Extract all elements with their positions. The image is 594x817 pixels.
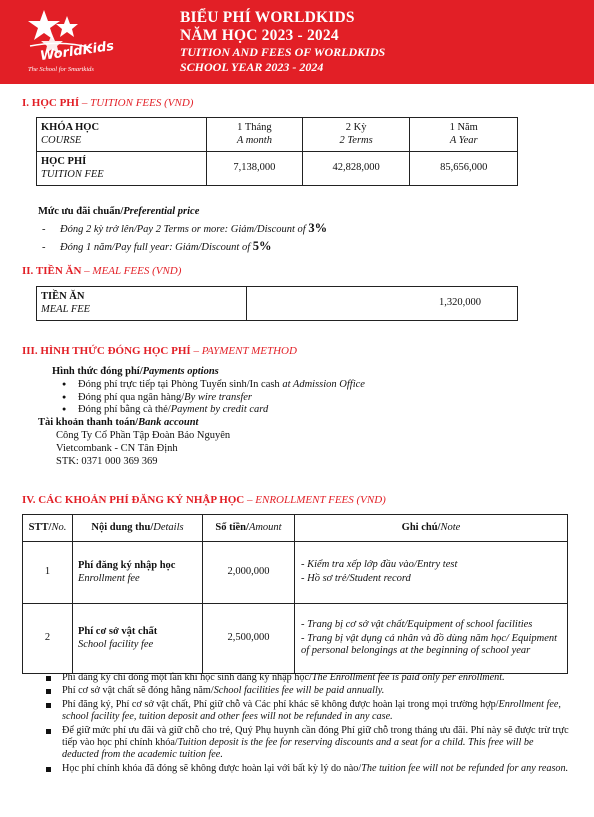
title-vi-line2: NĂM HỌC 2023 - 2024 [180,27,339,44]
discount-value: 5% [252,238,272,253]
header-vi: Số tiền/ [215,521,249,533]
dash-bullet: - [42,223,46,235]
bank-account-vi: Tài khoản thanh toán/ [38,417,139,429]
option-text-vi: Đóng phí qua ngân hàng/ [78,391,185,403]
note-en: Enrollment fee, school facility fee, tuition deposit and other fees will not be refunded in any case. [62,698,561,723]
header-en: Amount [248,521,282,533]
row-details [73,542,203,604]
payment-options-list [62,379,365,417]
fee-month-value: 7,138,000 [207,152,303,186]
enrollment-table [22,514,568,674]
bank-account-title [38,417,365,430]
logo-tagline: The School for Smartkids [28,66,94,73]
bank-account-en: Bank account [138,417,199,429]
preferential-title [38,206,327,219]
meal-fee-value: 1,320,000 [247,287,518,321]
note-line: - Hồ sơ trẻ/Student record [301,573,411,584]
option-text-en: By wire transfer [184,391,253,403]
list-item [62,404,365,417]
option-text-en: Payment by credit card [170,404,269,416]
meal-label-vi: TIỀN ĂN [41,290,85,302]
list-item [62,379,365,392]
list-item [46,685,572,697]
meal-table [36,286,518,321]
row-amount: 2,500,000 [203,604,295,674]
note-vi: Học phí chính khóa đã đóng sẽ không được hoàn lại với bất kỳ lý do nào/ [62,762,362,774]
header-vi: STT/ [28,521,52,533]
row-note [295,604,568,674]
column-label-en: 2 Terms [339,134,373,146]
meal-label-en: MEAL FEE [41,303,91,315]
note-vi: Phí đăng ký, Phí cơ sở vật chất, Phí giữ chỗ và Các phí khác sẽ không được hoàn lại trong mọi trường hợp/ [62,698,499,710]
payment-options-title [52,366,365,379]
header-en: Note [440,521,461,533]
detail-vi: Phí đăng ký nhập học [78,559,176,571]
detail-vi: Phí cơ sở vật chất [78,625,158,637]
note-line: - Kiểm tra xếp lớp đầu vào/Entry test [301,559,458,571]
section-payment-heading [22,345,297,358]
section-heading-vi: III. HÌNH THỨC ĐÓNG HỌC PHÍ [22,345,191,357]
note-vi: Phí đăng ký chỉ đóng một lần khi học sinh đăng ký nhập học/ [62,672,312,683]
option-text-en: at Admission Office [282,378,365,390]
table-row [37,118,518,152]
column-label-vi: 2 Kỳ [345,121,367,133]
bank-company: Công Ty Cổ Phần Tập Đoàn Bảo Nguyên [56,429,231,441]
worldkids-logo [22,6,142,78]
row-number: 2 [23,604,73,674]
section-heading-vi: IV. CÁC KHOẢN PHÍ ĐĂNG KÝ NHẬP HỌC [22,494,245,506]
list-item [46,763,572,775]
fee-terms-value: 42,828,000 [302,152,410,186]
fee-year-value: 85,656,000 [410,152,518,186]
header-banner [0,0,594,84]
discount-text: Đóng 2 kỳ trở lên/Pay 2 Terms or more: Giảm/Discount of [60,223,309,235]
section-meal-heading [22,265,181,278]
discount-list [42,221,327,255]
table-header-row [23,515,568,542]
column-month [207,118,303,152]
title-vi-line1: BIỂU PHÍ WORLDKIDS [180,9,355,26]
detail-en: Enrollment fee [78,572,140,584]
note-vi: Để giữ mức phí ưu đãi và giữ chỗ cho trẻ, Quý Phụ huynh cần đóng Phí giữ chỗ trong tháng ưu đãi. Phí này sẽ được trừ trực tiếp vào học phí chính khóa/ [62,724,569,749]
preferential-price [38,206,327,256]
list-item [46,672,572,684]
column-label-en: A Year [449,134,478,146]
list-item [62,392,365,405]
note-vi: Phí cơ sở vật chất sẽ đóng hằng năm/ [62,685,214,697]
logo-wordmark: WorldKids [39,38,115,65]
table-row [23,542,568,604]
course-label-cell [37,118,207,152]
note-en: School facilities fee will be paid annually. [213,685,385,697]
row-amount: 2,000,000 [203,542,295,604]
column-label-vi: 1 Năm [449,121,478,133]
section-enrollment-heading [22,494,386,507]
section-heading-en: – MEAL FEES (VND) [81,265,182,277]
option-text-vi: Đóng phí bằng cà thẻ/ [78,404,171,416]
title-en-line1: TUITION AND FEES OF WORLDKIDS [180,45,386,59]
section-heading-vi: II. TIỀN ĂN [22,265,82,277]
bank-account-number: STK: 0371 000 369 369 [56,455,158,467]
section-heading-en: – PAYMENT METHOD [190,345,297,357]
header-note [295,515,568,542]
course-label-en: COURSE [41,134,82,146]
payment-method [38,366,365,468]
payment-options-en: Payments options [142,366,219,377]
bank-branch: Vietcombank - CN Tân Định [56,442,178,454]
header-en: Details [153,521,184,533]
column-label-vi: 1 Tháng [237,121,272,133]
list-item [42,221,327,237]
header-amount [203,515,295,542]
list-item [46,699,572,724]
preferential-title-vi: Mức ưu đãi chuẩn/ [38,206,124,217]
note-line: - Trang bị vật dụng cá nhân và đồ dùng năm học/ Equipment of personal belongings at the beginning of school year [301,632,558,657]
header-titles [180,9,385,75]
table-row [37,287,518,321]
discount-text: Đóng 1 năm/Pay full year: Giảm/Discount of [60,241,253,253]
fee-label-en: TUITION FEE [41,168,104,180]
preferential-title-en: Preferential price [123,206,200,217]
header-vi: Nội dung thu/ [91,521,154,533]
section-heading-vi: I. HỌC PHÍ [22,97,80,109]
note-en: The Enrollment fee is paid only per enrollment. [311,672,505,683]
section-tuition-heading [22,97,193,110]
footnotes-list [46,672,572,776]
fee-label-cell [37,152,207,186]
dash-bullet: - [42,241,46,253]
payment-options-vi: Hình thức đóng phí/ [52,366,143,377]
header-no [23,515,73,542]
list-item [42,239,327,255]
detail-en: School facility fee [78,638,154,650]
section-heading-en: – TUITION FEES (VND) [79,97,194,109]
title-en-line2: SCHOOL YEAR 2023 - 2024 [180,60,324,74]
course-label-vi: KHÓA HỌC [41,121,100,133]
header-details [73,515,203,542]
column-year [410,118,518,152]
table-row [23,604,568,674]
tuition-table [36,117,518,186]
row-details [73,604,203,674]
table-row [37,152,518,186]
row-number: 1 [23,542,73,604]
note-en: The tuition fee will not be refunded for any reason. [361,762,569,774]
header-en: No. [51,521,67,533]
section-heading-en: – ENROLLMENT FEES (VND) [244,494,386,506]
meal-label-cell [37,287,247,321]
column-label-en: A month [236,134,272,146]
note-en: Tuition deposit is the fee for reserving discounts and a seat for a child. This free will be deducted from the academic tuition fee. [62,737,534,761]
discount-value: 3% [308,220,328,235]
header-vi: Ghi chú/ [401,521,441,533]
fee-label-vi: HỌC PHÍ [41,155,87,167]
note-line: - Trang bị cơ sở vật chất/Equipment of school facilities [301,618,533,630]
row-note [295,542,568,604]
list-item [46,725,572,762]
column-terms [302,118,410,152]
option-text-vi: Đóng phí trực tiếp tại Phòng Tuyển sinh/In cash [78,378,283,390]
